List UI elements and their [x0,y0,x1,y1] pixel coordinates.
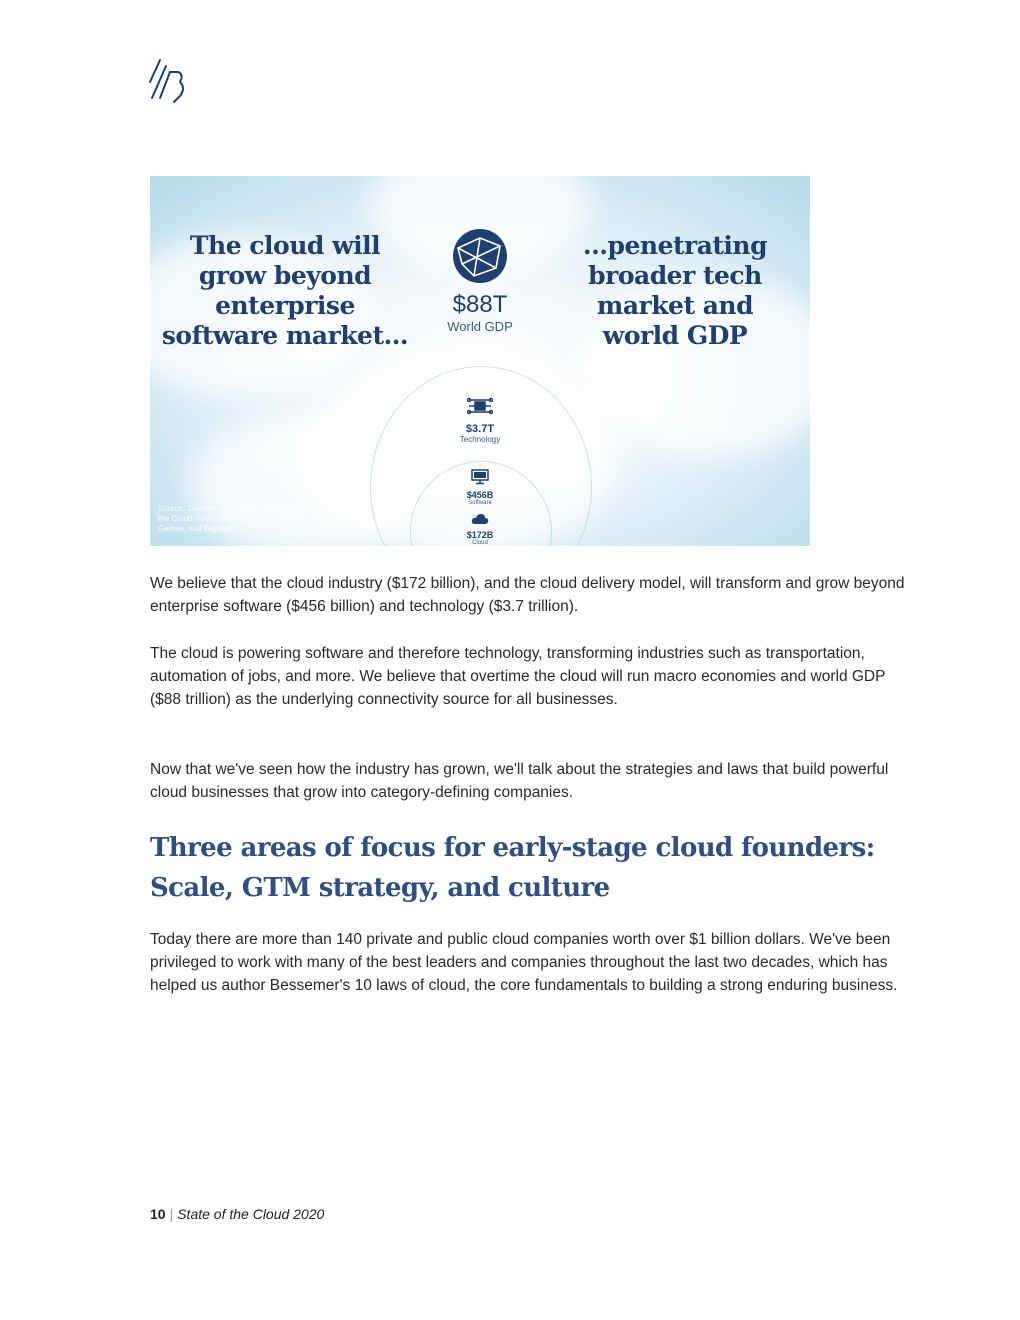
monitor-icon [470,469,490,485]
paragraph-text: The cloud is powering software and therefore technology, transforming industries such as transportation, automation of jobs, and more. We believe that overtime the cloud will run macro economies and world GDP ($88 trillion) as the underlying connectivity source for all businesses. [150,645,886,708]
tier-value: $172B [466,530,494,540]
figure-source: Source: Gartner, World Bank, "Investing in the Cloud: From Gold Rush to Hunger Games, and Beyond" [158,504,308,533]
footer-separator: | [169,1206,174,1222]
paragraph-4 [150,928,910,997]
tier-label: Software [468,500,492,506]
tier-label: Cloud [472,540,488,546]
paragraph-text: Today there are more than 140 private and public cloud companies worth over $1 billion dollars. We've been privileged to work with many of the best leaders and companies throughout the last two decades, which has helped us author Bessemer's 10 laws of cloud, the core fundamentals to building a strong enduring business. [150,931,898,994]
tier-value: $3.7T [465,423,495,435]
paragraph-3 [150,758,910,804]
page-footer [150,1206,324,1222]
tier-world-gdp [420,226,540,334]
paragraph-1 [150,572,910,618]
paragraph-text: Now that we've seen how the industry has grown, we'll talk about the strategies and laws that build powerful cloud businesses that grow into category-defining companies. [150,761,889,801]
paragraph-2 [150,642,910,711]
tier-label: Technology [459,435,501,444]
figure-right-caption: ...penetrating broader tech market and world GDP [582,231,768,350]
page-number: 10 [150,1206,166,1222]
document-title: State of the Cloud 2020 [177,1206,325,1222]
cloud-icon [471,513,489,525]
cloud-market-figure [150,176,810,546]
tier-value: $456B [466,490,494,500]
tier-label: World GDP [447,319,513,334]
tier-technology [440,394,520,444]
tier-cloud [450,512,510,546]
paragraph-text: We believe that the cloud industry ($172 billion), and the cloud delivery model, will transform and grow beyond enterprise software ($456 billion) and technology ($3.7 trillion). [150,575,905,615]
circuit-icon [467,394,493,418]
section-heading: Three areas of focus for early-stage cloud founders: Scale, GTM strategy, and culture [150,833,875,903]
tier-software [450,469,510,506]
globe-icon [450,226,510,286]
bessemer-logo [146,58,186,104]
figure-left-caption: The cloud will grow beyond enterprise software market... [161,231,409,350]
tier-value: $88T [452,291,508,318]
